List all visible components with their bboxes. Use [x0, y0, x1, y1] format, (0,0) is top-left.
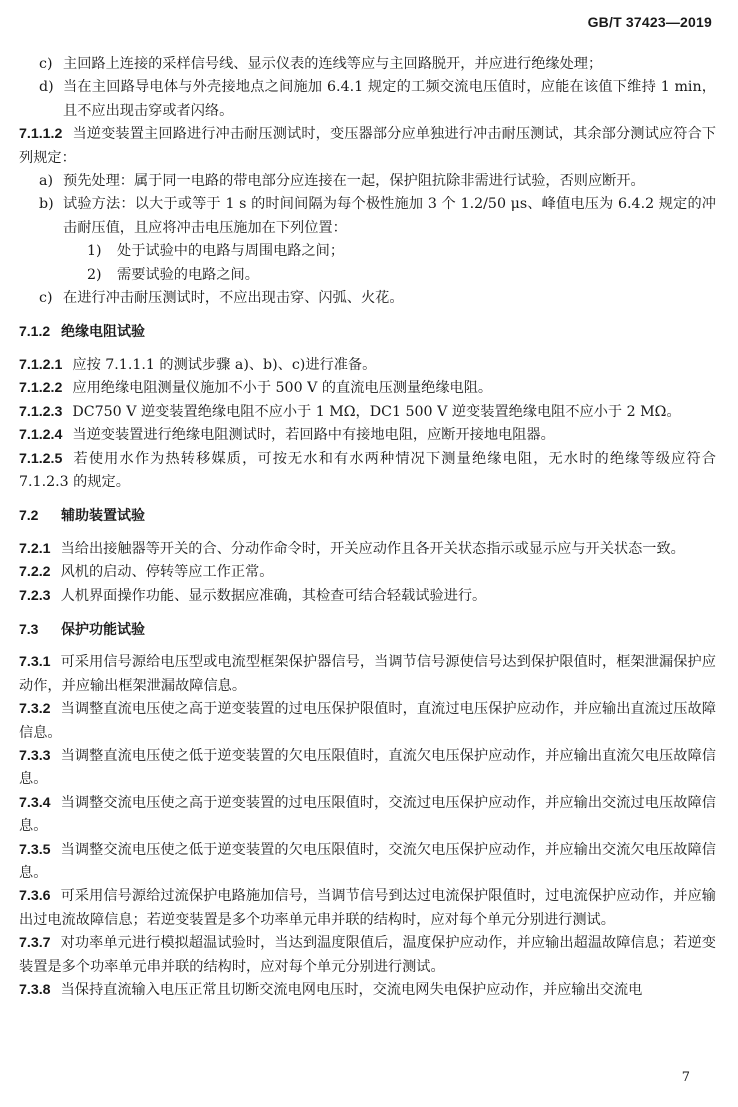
clause-paragraph	[19, 401, 716, 424]
clause-number: 7.1.2.4	[19, 427, 63, 444]
section-number: 7.2	[19, 507, 39, 524]
clause-number: 7.3.4	[19, 794, 51, 811]
clause-number: 7.3.6	[19, 888, 51, 905]
clause-paragraph	[19, 839, 716, 886]
list-item-text: 主回路上连接的采样信号线、显示仪表的连线等应与主回路脱开，并应进行绝缘处理；	[63, 56, 603, 72]
clause-text: 当调整交流电压使之低于逆变装置的欠电压限值时，交流欠电压保护应动作，并应输出交流欠电压故障信息。	[19, 841, 716, 881]
list-item-label: 2)	[87, 266, 102, 283]
clause-paragraph	[19, 123, 716, 170]
clause-number: 7.1.2.5	[19, 450, 63, 467]
list-item-text: 需要试验的电路之间。	[117, 266, 259, 283]
sub-list-item	[19, 264, 716, 287]
page-number: 7	[681, 1070, 690, 1085]
standard-code-header: GB/T 37423—2019	[587, 14, 712, 30]
clause-number: 7.1.2.3	[19, 403, 63, 420]
list-item	[19, 170, 716, 193]
list-item-label: a)	[39, 173, 53, 190]
list-item	[19, 76, 716, 123]
clause-paragraph	[19, 698, 716, 745]
section-title: 保护功能试验	[61, 620, 145, 637]
clause-paragraph	[19, 377, 716, 400]
list-item-label: c)	[39, 56, 53, 72]
section-number: 7.3	[19, 620, 39, 637]
clause-text: 人机界面操作功能、显示数据应准确，其检查可结合轻载试验进行。	[60, 587, 487, 604]
clause-number: 7.3.5	[19, 841, 51, 858]
clause-text: 应按 7.1.1.1 的测试步骤 a)、b)、c)进行准备。	[72, 356, 377, 373]
document-body	[19, 53, 716, 1002]
clause-text: 对功率单元进行模拟超温试验时，当达到温度限值后，温度保护应动作，并应输出超温故障信息；若逆变装置是多个功率单元串并联的结构时，应对每个单元分别进行测试。	[19, 935, 716, 975]
list-item-text: 在进行冲击耐压测试时，不应出现击穿、闪弧、火花。	[63, 290, 404, 307]
clause-text: 当保持直流输入电压正常且切断交流电网电压时，交流电网失电保护应动作，并应输出交流电	[60, 982, 643, 999]
section-title: 绝缘电阻试验	[61, 323, 145, 340]
section-heading	[19, 504, 716, 527]
clause-paragraph	[19, 792, 716, 839]
clause-number: 7.3.2	[19, 701, 51, 718]
clause-paragraph	[19, 745, 716, 792]
sub-list-item	[19, 240, 716, 263]
list-item-text: 试验方法：以大于或等于 1 s 的时间间隔为每个极性施加 3 个 1.2/50 μs、峰值电压为 6.4.2 规定的冲击耐压值，且应将冲击电压施加在下列位置：	[63, 196, 716, 236]
clause-number: 7.1.2.2	[19, 380, 63, 397]
list-item-label: d)	[39, 79, 54, 96]
clause-number: 7.2.1	[19, 540, 51, 557]
clause-number: 7.3.1	[19, 654, 51, 671]
clause-paragraph	[19, 424, 716, 447]
clause-paragraph	[19, 585, 716, 608]
list-item-text: 处于试验中的电路与周围电路之间；	[117, 243, 345, 260]
clause-text: 当调整直流电压使之高于逆变装置的过电压保护限值时，直流过电压保护应动作，并应输出直流过压故障信息。	[19, 701, 716, 741]
clause-paragraph	[19, 561, 716, 584]
clause-text: 应用绝缘电阻测量仪施加不小于 500 V 的直流电压测量绝缘电阻。	[72, 380, 493, 397]
clause-paragraph	[19, 885, 716, 932]
list-item-label: c)	[39, 290, 53, 307]
clause-number: 7.3.7	[19, 935, 51, 952]
list-item-label: 1)	[87, 243, 102, 260]
clause-paragraph	[19, 354, 716, 377]
clause-number: 7.2.2	[19, 564, 51, 581]
clause-text: 当调整直流电压使之低于逆变装置的欠电压限值时，直流欠电压保护应动作，并应输出直流欠电压故障信息。	[19, 747, 716, 788]
clause-paragraph	[19, 979, 716, 1002]
clause-paragraph	[19, 448, 716, 495]
clause-text: 当给出接触器等开关的合、分动作命令时，开关应动作且各开关状态指示或显示应与开关状态一致。	[60, 540, 685, 557]
list-item-text: 当在主回路导电体与外壳接地点之间施加 6.4.1 规定的工频交流电压值时，应能在该值下维持 1 min，且不应出现击穿或者闪络。	[63, 79, 716, 119]
clause-text: 可采用信号源给电压型或电流型框架保护器信号，当调节信号源使信号达到保护限值时，框架泄漏保护应动作，并应输出框架泄漏故障信息。	[19, 654, 716, 694]
clause-number: 7.3.3	[19, 747, 51, 764]
clause-text: 当逆变装置主回路进行冲击耐压测试时，变压器部分应单独进行冲击耐压测试，其余部分测试应符合下列规定：	[19, 126, 716, 166]
list-item-label: b)	[39, 196, 54, 213]
clause-text: 当逆变装置进行绝缘电阻测试时，若回路中有接地电阻，应断开接地电阻器。	[72, 427, 555, 444]
clause-text: 若使用水作为热转移媒质，可按无水和有水两种情况下测量绝缘电阻，无水时的绝缘等级应符合 7.1.2.3 的规定。	[19, 450, 716, 490]
section-number: 7.1.2	[19, 323, 51, 340]
clause-paragraph	[19, 651, 716, 698]
clause-number: 7.3.8	[19, 982, 51, 999]
list-item	[19, 53, 716, 76]
clause-number: 7.1.1.2	[19, 126, 63, 143]
clause-text: 当调整交流电压使之高于逆变装置的过电压限值时，交流过电压保护应动作，并应输出交流过电压故障信息。	[19, 794, 716, 835]
clause-text: 可采用信号源给过流保护电路施加信号，当调节信号到达过电流保护限值时，过电流保护应动作，并应输出过电流故障信息；若逆变装置是多个功率单元串并联的结构时，应对每个单元分别进行测试。	[19, 888, 716, 928]
clause-number: 7.2.3	[19, 587, 51, 604]
section-heading	[19, 320, 716, 343]
section-heading	[19, 618, 716, 641]
clause-text: DC750 V 逆变装置绝缘电阻不应小于 1 MΩ，DC1 500 V 逆变装置绝缘电阻不应小于 2 MΩ。	[72, 403, 681, 420]
section-title: 辅助装置试验	[61, 507, 145, 524]
list-item	[19, 287, 716, 310]
clause-number: 7.1.2.1	[19, 356, 63, 373]
list-item	[19, 193, 716, 240]
clause-text: 风机的启动、停转等应工作正常。	[60, 564, 274, 581]
clause-paragraph	[19, 932, 716, 979]
clause-paragraph	[19, 538, 716, 561]
list-item-text: 预先处理：属于同一电路的带电部分应连接在一起，保护阻抗除非需进行试验，否则应断开。	[63, 173, 645, 190]
